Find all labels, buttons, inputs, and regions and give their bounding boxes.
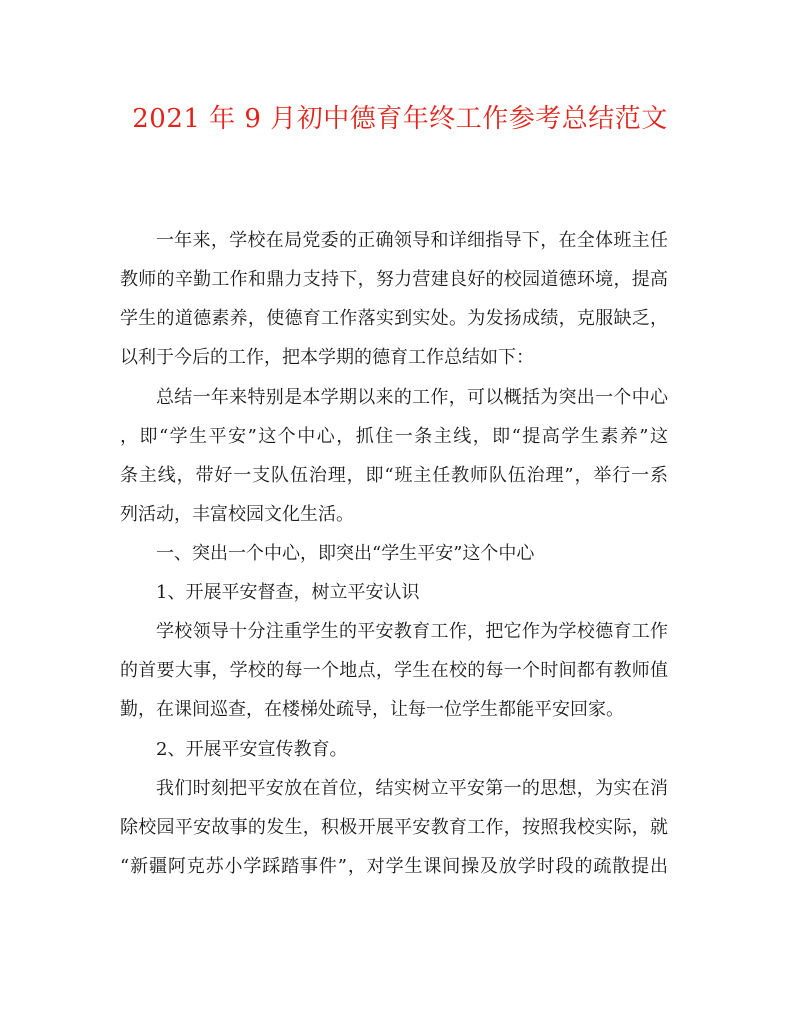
paragraph-line: 学校领导十分注重学生的平安教育工作，把它作为学校德育工作: [156, 621, 668, 642]
paragraph-line: 列活动，丰富校园文化生活。: [120, 504, 354, 525]
paragraph-line: 勤，在课间巡查，在楼梯处疏导，让每一位学生都能平安回家。: [120, 699, 624, 720]
paragraph-line: 总结一年来特别是本学期以来的工作，可以概括为突出一个中心: [156, 387, 668, 408]
paragraph-line: “新疆阿克苏小学踩踏事件”，对学生课间操及放学时段的疏散提出: [120, 856, 668, 877]
paragraph-line: 的首要大事，学校的每一个地点，学生在校的每一个时间都有教师值: [120, 660, 668, 681]
paragraph-line: 我们时刻把平安放在首位，结实树立平安第一的思想，为实在消: [156, 778, 668, 799]
paragraph-line: 学生的道德素养，使德育工作落实到实处。为发扬成绩，克服缺乏，: [120, 308, 668, 329]
paragraph-line: 一年来，学校在局党委的正确领导和详细指导下，在全体班主任: [156, 230, 668, 251]
subsection-heading: 2、开展平安宣传教育。: [156, 739, 348, 760]
subsection-heading: 1、开展平安督查，树立平安认识: [156, 582, 420, 603]
paragraph-line: 以利于今后的工作，把本学期的德育工作总结如下：: [120, 347, 534, 368]
section-heading: 一、突出一个中心，即突出“学生平安”这个中心: [156, 543, 535, 564]
paragraph-line: 教师的辛勤工作和鼎力支持下，努力营建良好的校园道德环境，提高: [120, 269, 668, 290]
paragraph-line: ，即“学生平安”这个中心，抓住一条主线，即“提高学生素养”这: [120, 426, 668, 447]
paragraph-line: 除校园平安故事的发生，积极开展平安教育工作，按照我校实际，就: [120, 817, 668, 838]
document-title: 2021 年 9 月初中德育年终工作参考总结范文: [132, 104, 668, 134]
paragraph-line: 条主线，带好一支队伍治理，即“班主任教师队伍治理”，举行一系: [120, 465, 668, 486]
